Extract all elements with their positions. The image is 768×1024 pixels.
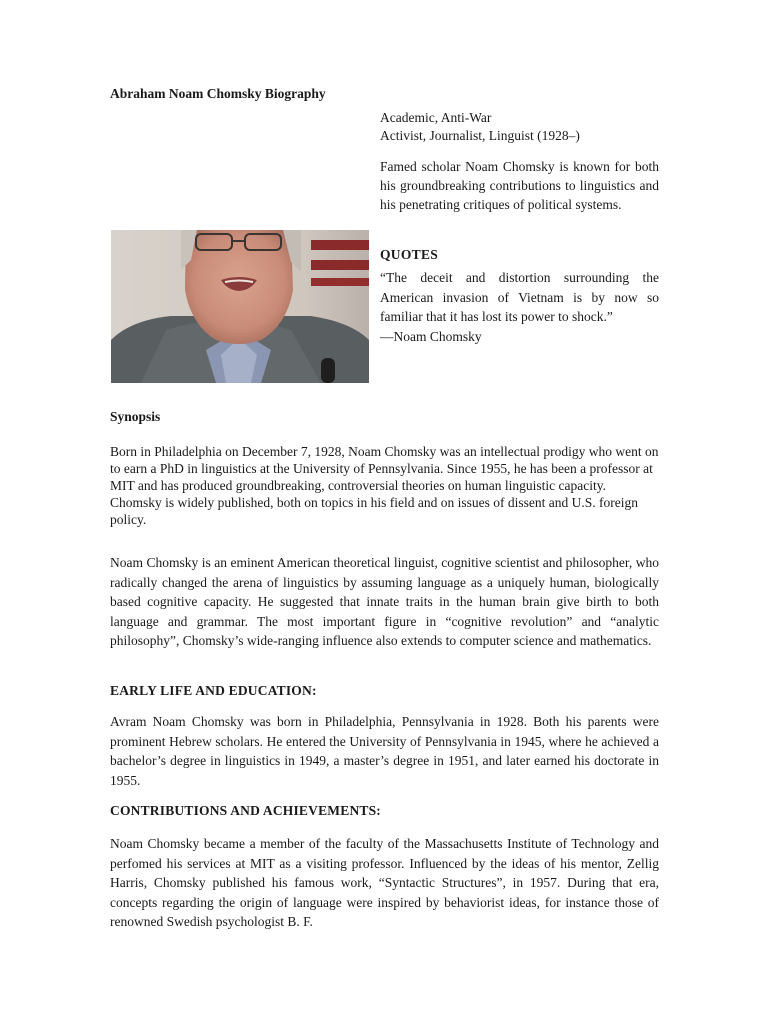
quotes-heading: QUOTES: [380, 247, 439, 262]
quote-author: —Noam Chomsky: [380, 328, 482, 344]
synopsis-heading: Synopsis: [110, 409, 161, 424]
tagline-line-1: Academic, Anti-War: [380, 110, 492, 125]
contributions-heading: CONTRIBUTIONS AND ACHIEVEMENTS:: [110, 803, 381, 818]
tagline-line-2: Activist, Journalist, Linguist (1928–): [380, 128, 580, 143]
quote-text: “The deceit and distortion surrounding the American invasion of Vietnam is by now so familiar that it has lost its power to shock.”: [380, 270, 659, 324]
contributions-paragraph: Noam Chomsky became a member of the faculty of the Massachusetts Institute of Technology and perfomed his services at MIT as a visiting professor. Influenced by the ideas of his mentor, Zellig Harris, Chomsky published his famous work, “Syntactic Structures”, in 1957. During that era, concepts regarding the origin of language were inspired by behaviorist ideas, for instance those of renowned Swedish psychologist B. F.: [110, 836, 659, 929]
portrait-photo: [111, 230, 369, 383]
tagline: [380, 109, 660, 145]
quote-block: [380, 268, 659, 346]
intro-summary: Famed scholar Noam Chomsky is known for both his groundbreaking contributions to linguistics and his penetrating critiques of political systems.: [380, 159, 659, 212]
early-life-heading: EARLY LIFE AND EDUCATION:: [110, 683, 317, 698]
early-life-paragraph: Avram Noam Chomsky was born in Philadelphia, Pennsylvania in 1928. Both his parents were prominent Hebrew scholars. He entered the University of Pennsylvania in 1945, where he achieved a bachelor’s degree in linguistics in 1949, a master’s degree in 1951, and later earned his doctorate in 1955.: [110, 714, 659, 788]
document-title: Abraham Noam Chomsky Biography: [110, 86, 326, 101]
synopsis-paragraph: Born in Philadelphia on December 7, 1928, Noam Chomsky was an intellectual prodigy who went on to earn a PhD in linguistics at the University of Pennsylvania. Since 1955, he has been a professor at MIT and has produced groundbreaking, controversial theories on human linguistic capacity. Chomsky is widely published, both on topics in his field and on issues of dissent and U.S. foreign policy.: [110, 444, 659, 527]
overview-paragraph: Noam Chomsky is an eminent American theoretical linguist, cognitive scientist and philosopher, who radically changed the arena of linguistics by assuming language as a uniquely human, biologically based cognitive capacity. He suggested that innate traits in the human brain give birth to both language and grammar. The most important figure in “cognitive revolution” and “analytic philosophy”, Chomsky’s wide-ranging influence also extends to computer science and mathematics.: [110, 555, 659, 648]
